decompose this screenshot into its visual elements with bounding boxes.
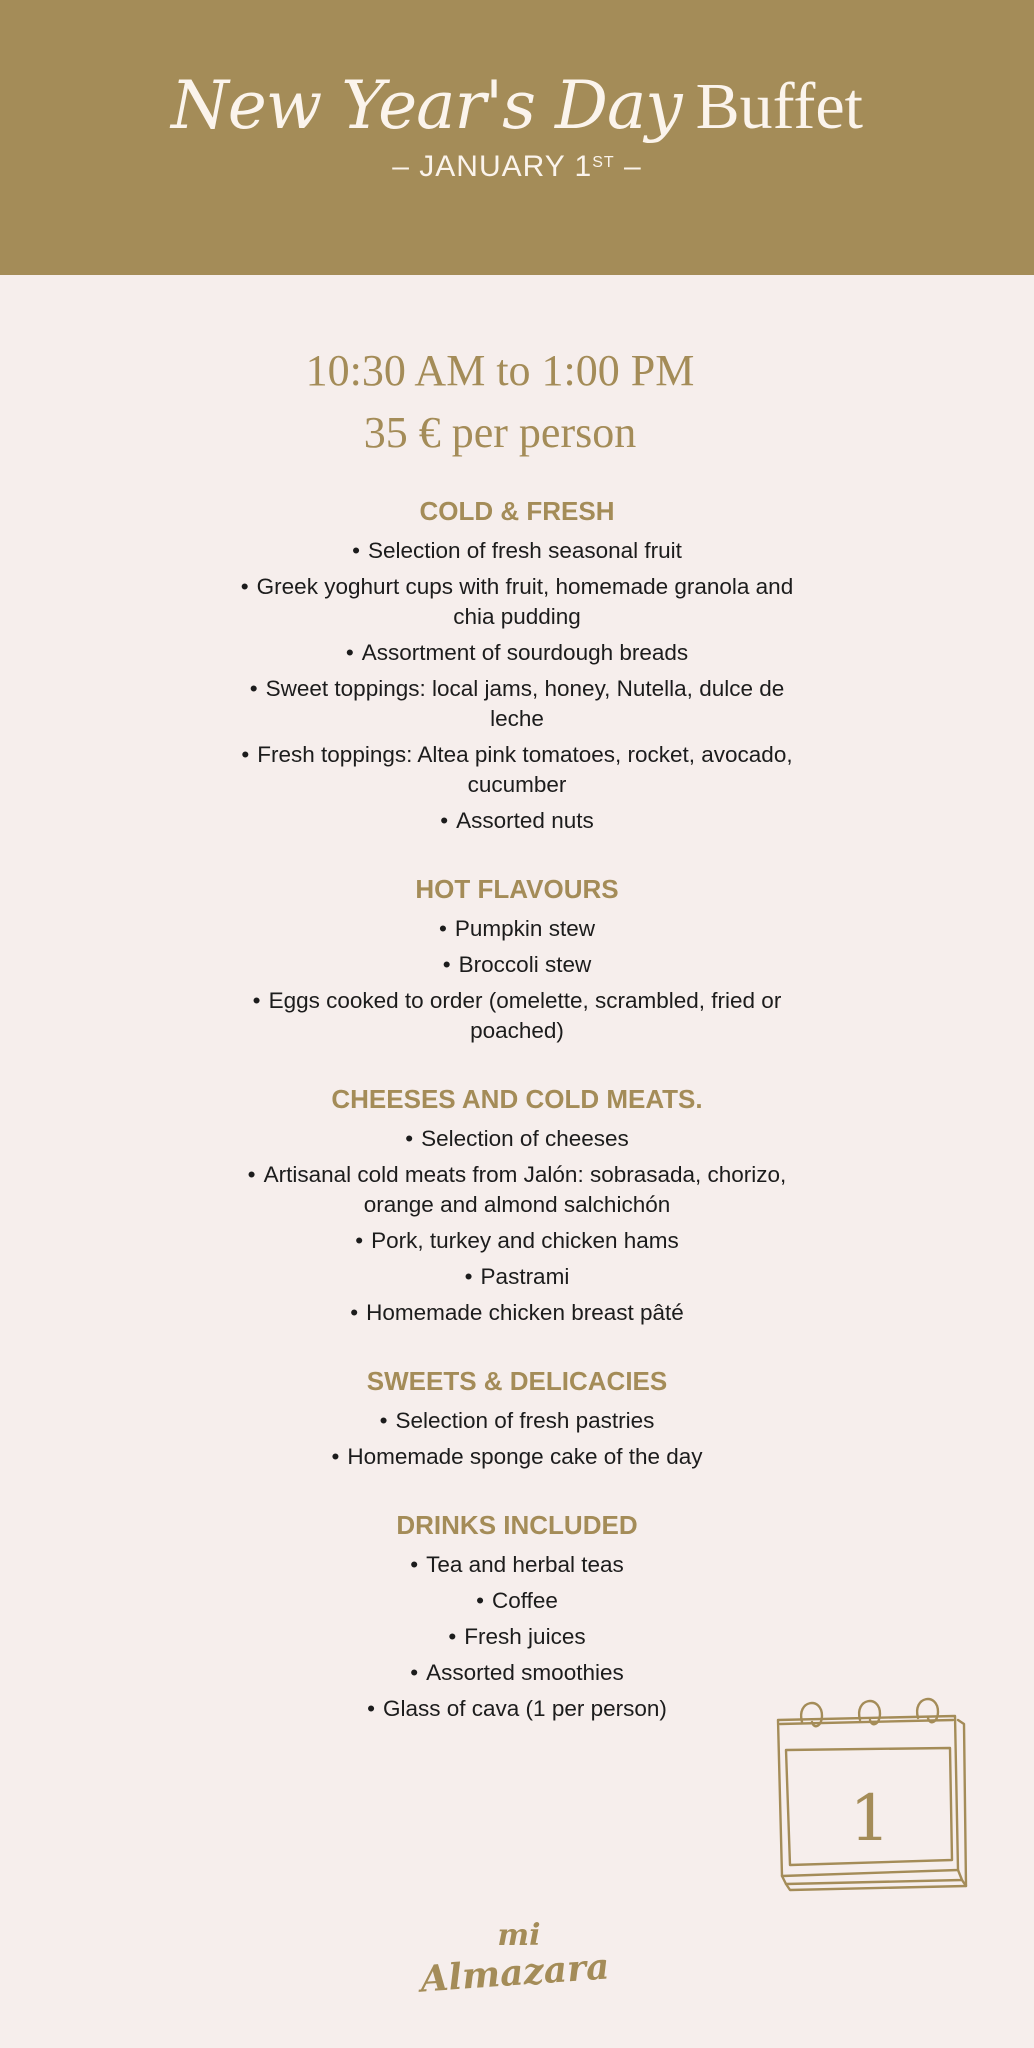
- menu: [0, 490, 1034, 1756]
- menu-item: [237, 1160, 797, 1220]
- menu-item: [237, 1550, 797, 1580]
- menu-item: [237, 806, 797, 836]
- menu-list: [0, 1406, 1034, 1472]
- bullet-icon: •: [367, 1696, 375, 1721]
- hours-text: 10:30 AM to 1:00 PM: [305, 346, 695, 395]
- menu-item-text: Assorted nuts: [456, 808, 594, 833]
- section-heading: CHEESES AND COLD MEATS.: [331, 1084, 703, 1114]
- menu-item: [237, 1442, 797, 1472]
- logo-mi: mi: [497, 1918, 541, 1953]
- menu-item-text: Artisanal cold meats from Jalón: sobrasada, chorizo, orange and almond salchichón: [263, 1162, 787, 1217]
- menu-item-text: Fresh juices: [464, 1624, 586, 1649]
- menu-item: [237, 1694, 797, 1724]
- bullet-icon: •: [247, 1162, 256, 1187]
- price-text: 35 € per person: [363, 408, 637, 457]
- page-title: [0, 64, 1034, 149]
- header-banner: [0, 0, 1034, 275]
- menu-section: [0, 1078, 1034, 1328]
- logo-almazara: Almazara: [419, 1945, 611, 2001]
- bullet-icon: •: [379, 1408, 388, 1433]
- menu-item: [237, 1298, 797, 1328]
- bullet-icon: •: [331, 1444, 340, 1469]
- menu-item: [237, 638, 797, 668]
- menu-item-text: Selection of fresh pastries: [395, 1408, 655, 1433]
- menu-item: [237, 674, 797, 734]
- menu-item: [237, 572, 797, 632]
- bullet-icon: •: [464, 1264, 473, 1289]
- menu-item-text: Eggs cooked to order (omelette, scrambled, fried or poached): [268, 988, 782, 1043]
- menu-item-text: Assortment of sourdough breads: [361, 640, 689, 665]
- menu-item-text: Selection of cheeses: [421, 1126, 629, 1151]
- menu-list: [0, 536, 1034, 836]
- menu-item-text: Coffee: [492, 1588, 558, 1613]
- section-heading: COLD & FRESH: [419, 496, 615, 526]
- menu-item-text: Tea and herbal teas: [426, 1552, 624, 1577]
- menu-item-text: Greek yoghurt cups with fruit, homemade granola and chia pudding: [256, 574, 794, 629]
- menu-item-text: Homemade chicken breast pâté: [366, 1300, 684, 1325]
- section-heading: HOT FLAVOURS: [415, 874, 619, 904]
- bullet-icon: •: [352, 538, 360, 563]
- menu-item: [237, 1622, 797, 1652]
- menu-item: [237, 950, 797, 980]
- menu-item: [237, 1124, 797, 1154]
- bullet-icon: •: [252, 988, 261, 1013]
- subtitle-date: – JANUARY 1: [392, 150, 593, 183]
- menu-item-text: Sweet toppings: local jams, honey, Nutella, dulce de leche: [265, 676, 785, 731]
- bullet-icon: •: [476, 1588, 484, 1613]
- title-script: New Year's Day: [170, 67, 682, 144]
- hours-block: [0, 340, 1000, 464]
- section-heading: DRINKS INCLUDED: [396, 1510, 638, 1540]
- section-heading: SWEETS & DELICACIES: [366, 1366, 668, 1396]
- date-subtitle: [0, 150, 1034, 184]
- bullet-icon: •: [442, 952, 451, 977]
- menu-item-text: Pastrami: [480, 1264, 570, 1289]
- menu-item-text: Homemade sponge cake of the day: [347, 1444, 703, 1469]
- menu-item: [237, 740, 797, 800]
- menu-section: [0, 868, 1034, 1046]
- menu-item: [237, 1586, 797, 1616]
- subtitle-dash: –: [624, 150, 642, 183]
- menu-item: [237, 914, 797, 944]
- bullet-icon: •: [350, 1300, 359, 1325]
- menu-item-text: Fresh toppings: Altea pink tomatoes, rocket, avocado, cucumber: [257, 742, 793, 797]
- menu-item: [237, 536, 797, 566]
- subtitle-ordinal: ST: [592, 154, 615, 171]
- menu-item: [237, 1658, 797, 1688]
- menu-list: [0, 914, 1034, 1046]
- menu-item-text: Pumpkin stew: [454, 916, 595, 941]
- menu-item: [237, 1226, 797, 1256]
- menu-item-text: Selection of fresh seasonal fruit: [367, 538, 682, 563]
- bullet-icon: •: [355, 1228, 364, 1253]
- menu-item: [237, 1262, 797, 1292]
- bullet-icon: •: [440, 808, 449, 833]
- bullet-icon: •: [249, 676, 258, 701]
- bullet-icon: •: [448, 1624, 457, 1649]
- mi-almazara-logo: [415, 1905, 615, 2005]
- calendar-day: 1: [849, 1782, 891, 1856]
- menu-item: [237, 986, 797, 1046]
- title-plain: Buffet: [695, 70, 864, 143]
- menu-section: [0, 1360, 1034, 1472]
- menu-item-text: Pork, turkey and chicken hams: [371, 1228, 679, 1253]
- bullet-icon: •: [439, 916, 447, 941]
- menu-list: [0, 1124, 1034, 1328]
- bullet-icon: •: [241, 742, 250, 767]
- bullet-icon: •: [410, 1660, 419, 1685]
- bullet-icon: •: [345, 640, 354, 665]
- menu-item: [237, 1406, 797, 1436]
- menu-section: [0, 490, 1034, 836]
- bullet-icon: •: [240, 574, 249, 599]
- menu-item-text: Assorted smoothies: [426, 1660, 624, 1685]
- bullet-icon: •: [410, 1552, 419, 1577]
- calendar-icon: [760, 1690, 972, 1900]
- menu-item-text: Broccoli stew: [458, 952, 592, 977]
- bullet-icon: •: [405, 1126, 414, 1151]
- menu-item-text: Glass of cava (1 per person): [383, 1696, 667, 1721]
